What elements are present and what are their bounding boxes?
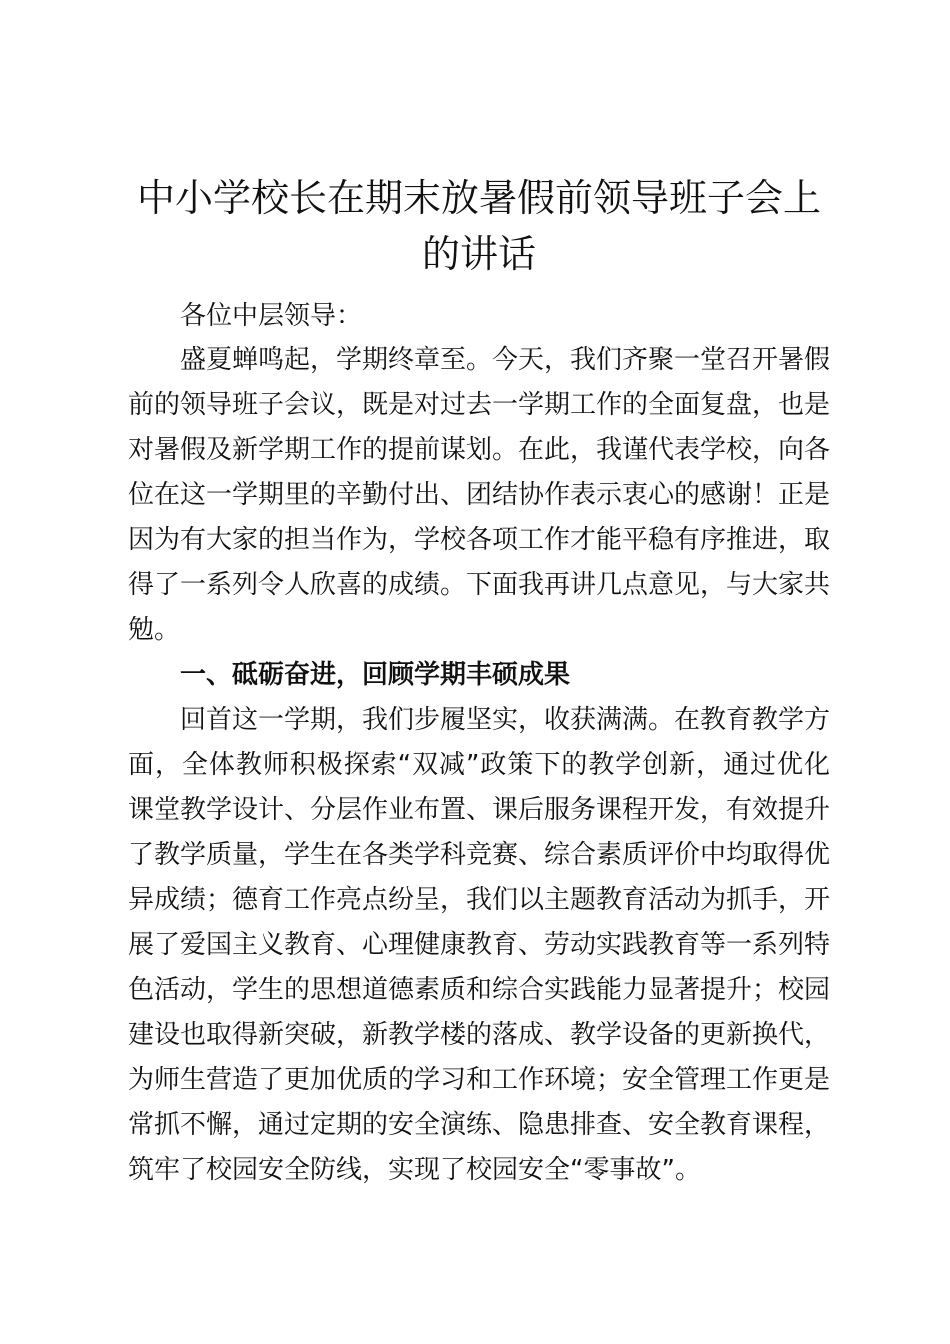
- salutation: 各位中层领导：: [180, 301, 363, 331]
- document-title: 中小学校长在期末放暑假前领导班子会上的讲话: [136, 176, 821, 276]
- section-body-1: 回首这一学期，我们步履坚实，收获满满。在教育教学方面，全体教师积极探索“双减”政策下的教学创新，通过优化课堂教学设计、分层作业布置、课后服务课程开发，有效提升了教学质量，学生在各类学科竞赛、综合素质评价中均取得优异成绩；德育工作亮点纷呈，我们以主题教育活动为抓手，开展了爱国主义教育、心理健康教育、劳动实践教育等一系列特色活动，学生的思想道德素质和综合实践能力显著提升；校园建设也取得新突破，新教学楼的落成、教学设备的更新换代，为师生营造了更加优质的学习和工作环境；安全管理工作更是常抓不懈，通过定期的安全演练、隐患排查、安全教育课程，筑牢了校园安全防线，实现了校园安全“零事故”。: [128, 705, 831, 1185]
- intro-paragraph: 盛夏蝉鸣起，学期终章至。今天，我们齐聚一堂召开暑假前的领导班子会议，既是对过去一学期工作的全面复盘，也是对暑假及新学期工作的提前谋划。在此，我谨代表学校，向各位在这一学期里的辛勤付出、团结协作表示衷心的感谢！正是因为有大家的担当作为，学校各项工作才能平稳有序推进，取得了一系列令人欣喜的成绩。下面我再讲几点意见，与大家共勉。: [128, 345, 831, 645]
- section-heading-1: 一、砥砺奋进，回顾学期丰硕成果: [180, 660, 571, 690]
- document-page: [128, 170, 830, 1193]
